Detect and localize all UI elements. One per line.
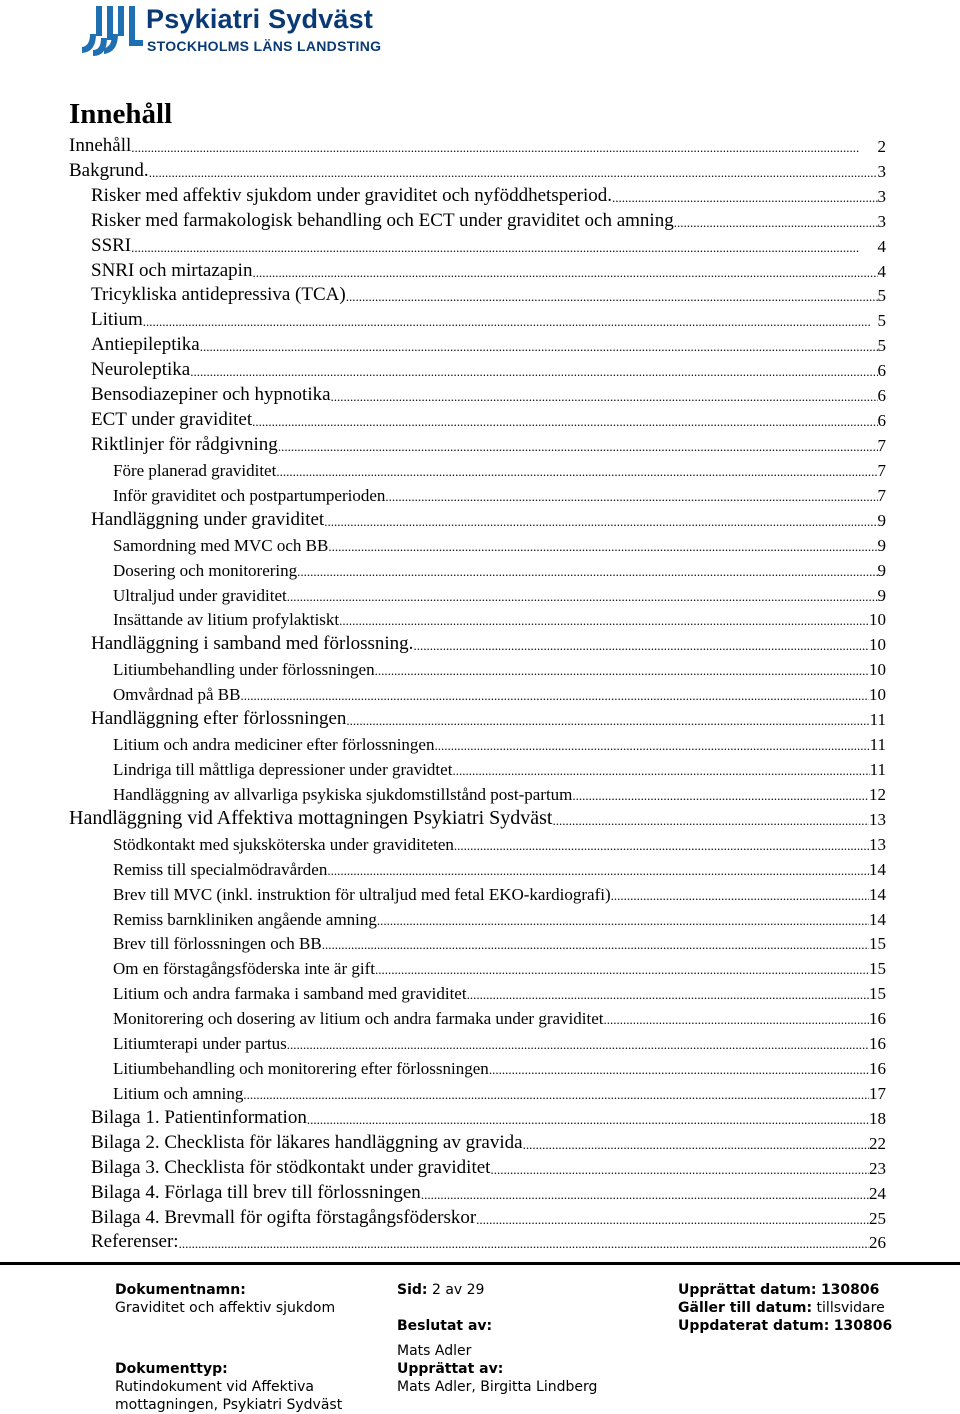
toc-entry-title: Handläggning under graviditet — [91, 508, 325, 530]
toc-dot-leader — [375, 962, 869, 978]
toc-entry-title: Inför graviditet och postpartumperioden — [113, 485, 386, 505]
toc-entry[interactable] — [0, 534, 960, 559]
toc-entry-title: Tricykliska antidepressiva (TCA) — [91, 284, 346, 306]
toc-entry[interactable] — [0, 285, 960, 310]
toc-entry-title: Risker med affektiv sjukdom under graviditet och nyföddhetsperiod. — [91, 184, 612, 206]
toc-entry[interactable] — [0, 957, 960, 982]
toc-entry-title: Handläggning vid Affektiva mottagningen Psykiatri Sydväst — [69, 806, 553, 829]
toc-dot-leader — [149, 165, 878, 181]
toc-entry-page: 12 — [869, 784, 886, 804]
toc-entry-page: 7 — [877, 485, 886, 505]
created-by-label: Upprättat av: — [397, 1361, 504, 1377]
toc-entry-page: 9 — [877, 535, 886, 555]
toc-entry-page: 11 — [869, 710, 886, 730]
toc-entry-title: Litium och amning — [113, 1083, 244, 1103]
toc-entry-page: 13 — [869, 834, 886, 854]
toc-entry-title: Riktlinjer för rådgivning — [91, 433, 278, 455]
toc-entry-title: Litium och andra mediciner efter förlossningen — [113, 735, 435, 755]
toc-entry-page: 15 — [869, 959, 886, 979]
toc-dot-leader — [552, 813, 869, 829]
toc-dot-leader — [322, 937, 869, 953]
toc-entry[interactable] — [0, 260, 960, 285]
toc-entry[interactable] — [0, 1157, 960, 1182]
toc-entry-title: Samordning med MVC och BB — [113, 535, 329, 555]
toc-entry[interactable] — [0, 584, 960, 609]
toc-entry[interactable] — [0, 309, 960, 334]
toc-entry-title: Remiss till specialmödravården — [113, 859, 328, 879]
toc-entry-title: Bilaga 4. Brevmall för ogifta förstagångsföderskor — [91, 1206, 477, 1228]
decided-by-label: Beslutat av: — [397, 1318, 493, 1334]
toc-entry-title: ECT under graviditet — [91, 409, 253, 431]
toc-entry-title: Monitorering och dosering av litium och andra farmaka under graviditet — [113, 1009, 604, 1029]
toc-entry-page: 6 — [877, 361, 886, 381]
doc-name-value: Graviditet och affektiv sjukdom — [115, 1300, 336, 1316]
toc-entry-page: 16 — [869, 1009, 886, 1029]
doc-name-label: Dokumentnamn: — [115, 1282, 246, 1298]
toc-entry-page: 10 — [869, 660, 886, 680]
toc-dot-leader — [276, 464, 877, 480]
doc-type-label: Dokumenttyp: — [115, 1361, 228, 1377]
toc-entry[interactable] — [0, 1007, 960, 1032]
updated-date-value: 130806 — [833, 1318, 893, 1334]
toc-entry-page: 9 — [877, 585, 886, 605]
toc-entry-title: Brev till förlossningen och BB — [113, 934, 322, 954]
valid-until-label: Gäller till datum: — [678, 1300, 813, 1316]
toc-entry[interactable] — [0, 783, 960, 808]
toc-entry-title: Brev till MVC (inkl. instruktion för ultraljud med fetal EKO-kardiografi) — [113, 884, 611, 904]
toc-entry[interactable] — [0, 1207, 960, 1232]
toc-entry-title: Litiumbehandling under förlossningen — [113, 660, 375, 680]
toc-dot-leader — [324, 514, 877, 530]
toc-entry-page: 4 — [877, 261, 886, 281]
toc-entry-title: SSRI — [91, 234, 132, 256]
toc-entry[interactable] — [0, 359, 960, 384]
updated-date-label: Uppdaterat datum: — [678, 1318, 830, 1334]
toc-entry-title: Om en förstagångsföderska inte är gift — [113, 959, 375, 979]
toc-entry-title: Litiumbehandling och monitorering efter förlossningen — [113, 1059, 489, 1079]
org-subtitle: STOCKHOLMS LÄNS LANDSTING — [147, 38, 382, 54]
org-name: Psykiatri Sydväst — [146, 4, 374, 34]
toc-dot-leader — [339, 613, 869, 629]
toc-entry[interactable] — [0, 384, 960, 409]
toc-entry-title: Bilaga 4. Förlaga till brev till förlossningen — [91, 1181, 421, 1203]
toc-entry-title: Handläggning av allvarliga psykiska sjukdomstillstånd post-partum — [113, 784, 573, 804]
toc-entry-page: 3 — [877, 186, 886, 206]
toc-dot-leader — [328, 539, 877, 555]
toc-entry-title: Litium och andra farmaka i samband med graviditet — [113, 984, 467, 1004]
toc-dot-leader — [377, 913, 869, 929]
toc-entry[interactable] — [0, 559, 960, 584]
toc-entry[interactable] — [0, 833, 960, 858]
toc-dot-leader — [523, 1137, 869, 1153]
toc-entry-title: Ultraljud under graviditet — [113, 585, 287, 605]
toc-entry-page: 5 — [877, 311, 886, 331]
toc-heading: Innehåll — [69, 98, 173, 130]
toc-dot-leader — [421, 1187, 869, 1203]
toc-entry[interactable] — [0, 708, 960, 733]
toc-entry[interactable] — [0, 733, 960, 758]
doc-type-value-line1: Rutindokument vid Affektiva — [115, 1379, 314, 1395]
toc-entry-page: 17 — [869, 1083, 886, 1103]
toc-entry-title: Remiss barnkliniken angående amning — [113, 909, 377, 929]
toc-dot-leader — [489, 1062, 869, 1078]
toc-entry-title: Handläggning i samband med förlossning. — [91, 633, 414, 655]
toc-entry-title: Bilaga 1. Patientinformation — [91, 1106, 307, 1128]
toc-entry-title: Antiepileptika — [91, 334, 200, 356]
toc-entry-page: 11 — [869, 735, 886, 755]
toc-dot-leader — [131, 240, 877, 256]
page-value: 2 av 29 — [431, 1282, 485, 1298]
toc-entry-title: Insättande av litium profylaktiskt — [113, 610, 340, 630]
page-label: Sid: — [397, 1282, 428, 1298]
toc-dot-leader — [674, 215, 878, 231]
toc-entry-page: 24 — [869, 1183, 886, 1203]
toc-entry-page: 13 — [869, 809, 886, 829]
toc-entry-title: Dosering och monitorering — [113, 560, 298, 580]
toc-entry[interactable] — [0, 434, 960, 459]
toc-entry-title: Handläggning efter förlossningen — [91, 708, 347, 730]
toc-entry-page: 14 — [869, 909, 886, 929]
toc-dot-leader — [467, 987, 869, 1003]
toc-entry-page: 7 — [877, 435, 886, 455]
toc-dot-leader — [434, 738, 869, 754]
doc-type-value-line2: mottagningen, Psykiatri Sydväst — [115, 1397, 343, 1413]
toc-entry[interactable] — [0, 683, 960, 708]
toc-entry[interactable] — [0, 1132, 960, 1157]
toc-entry[interactable] — [0, 160, 960, 185]
toc-dot-leader — [346, 713, 869, 729]
toc-dot-leader — [476, 1212, 869, 1228]
toc-entry-title: Bilaga 2. Checklista för läkares handläggning av gravida — [91, 1131, 523, 1153]
toc-dot-leader — [572, 788, 869, 804]
table-of-contents — [0, 135, 960, 1256]
decided-by-value: Mats Adler — [397, 1343, 472, 1359]
toc-entry-title: Risker med farmakologisk behandling och ECT under graviditet och amning — [91, 209, 674, 231]
toc-entry-title: Bakgrund. — [69, 159, 149, 181]
toc-dot-leader — [307, 1112, 869, 1128]
toc-dot-leader — [346, 289, 878, 305]
toc-dot-leader — [287, 589, 878, 605]
toc-entry-page: 15 — [869, 984, 886, 1004]
footer-divider — [0, 1262, 960, 1265]
toc-entry-page: 10 — [869, 635, 886, 655]
toc-entry[interactable] — [0, 609, 960, 634]
toc-entry-title: Bilaga 3. Checklista för stödkontakt under graviditet — [91, 1156, 491, 1178]
psykiatri-logo-mark-icon — [80, 6, 146, 56]
toc-dot-leader — [385, 489, 877, 505]
toc-dot-leader — [179, 1236, 869, 1252]
toc-dot-leader — [454, 838, 869, 854]
toc-dot-leader — [375, 663, 869, 679]
toc-dot-leader — [413, 638, 869, 654]
toc-entry[interactable] — [0, 858, 960, 883]
toc-entry-page: 5 — [877, 336, 886, 356]
toc-entry-page: 9 — [877, 510, 886, 530]
created-date-label: Upprättat datum: — [678, 1282, 817, 1298]
toc-entry[interactable] — [0, 185, 960, 210]
toc-dot-leader — [327, 863, 869, 879]
toc-entry[interactable] — [0, 1232, 960, 1257]
toc-entry-title: Neuroleptika — [91, 359, 191, 381]
toc-entry[interactable] — [0, 334, 960, 359]
toc-entry-title: Omvårdnad på BB — [113, 685, 241, 705]
toc-entry[interactable] — [0, 484, 960, 509]
toc-entry-page: 15 — [869, 934, 886, 954]
toc-entry-page: 5 — [877, 286, 886, 306]
toc-entry-page: 6 — [877, 411, 886, 431]
toc-entry-title: Innehåll — [69, 134, 132, 156]
toc-entry[interactable] — [0, 509, 960, 534]
toc-dot-leader — [604, 1012, 870, 1028]
toc-entry[interactable] — [0, 1182, 960, 1207]
toc-entry-page: 25 — [869, 1208, 886, 1228]
toc-dot-leader — [452, 763, 869, 779]
toc-entry-page: 22 — [869, 1133, 886, 1153]
toc-dot-leader — [190, 364, 877, 380]
toc-entry-page: 7 — [877, 460, 886, 480]
toc-dot-leader — [278, 439, 878, 455]
toc-entry-title: Litiumterapi under partus — [113, 1034, 287, 1054]
created-date-value: 130806 — [820, 1282, 880, 1298]
toc-entry[interactable] — [0, 758, 960, 783]
toc-entry-page: 26 — [869, 1233, 886, 1253]
toc-entry[interactable] — [0, 210, 960, 235]
toc-entry[interactable] — [0, 808, 960, 833]
toc-entry-page: 16 — [869, 1034, 886, 1054]
toc-dot-leader — [243, 1087, 869, 1103]
toc-dot-leader — [490, 1162, 869, 1178]
toc-dot-leader — [252, 414, 877, 430]
toc-entry-title: Före planerad graviditet — [113, 460, 277, 480]
toc-entry[interactable] — [0, 135, 960, 160]
toc-entry[interactable] — [0, 1107, 960, 1132]
toc-entry-page: 14 — [869, 859, 886, 879]
toc-entry[interactable] — [0, 908, 960, 933]
toc-entry[interactable] — [0, 235, 960, 260]
toc-dot-leader — [200, 339, 878, 355]
toc-entry[interactable] — [0, 633, 960, 658]
toc-dot-leader — [331, 389, 878, 405]
created-by-value: Mats Adler, Birgitta Lindberg — [397, 1379, 598, 1395]
toc-entry-page: 4 — [877, 236, 886, 256]
toc-entry-page: 3 — [877, 211, 886, 231]
toc-entry-page: 16 — [869, 1059, 886, 1079]
toc-dot-leader — [131, 140, 877, 156]
toc-entry-title: Stödkontakt med sjuksköterska under graviditeten — [113, 834, 454, 854]
toc-entry-page: 11 — [869, 759, 886, 779]
toc-entry-page: 23 — [869, 1158, 886, 1178]
toc-entry-page: 14 — [869, 884, 886, 904]
toc-entry[interactable] — [0, 982, 960, 1007]
toc-entry-page: 2 — [877, 136, 886, 156]
toc-entry[interactable] — [0, 1082, 960, 1107]
toc-dot-leader — [612, 190, 878, 206]
toc-entry-page: 9 — [877, 560, 886, 580]
toc-entry[interactable] — [0, 1057, 960, 1082]
toc-entry-page: 10 — [869, 610, 886, 630]
toc-entry-title: Referenser: — [91, 1231, 179, 1253]
toc-dot-leader — [240, 688, 869, 704]
toc-entry-title: Bensodiazepiner och hypnotika — [91, 384, 331, 406]
toc-entry[interactable] — [0, 933, 960, 958]
toc-entry[interactable] — [0, 883, 960, 908]
toc-entry-title: SNRI och mirtazapin — [91, 259, 253, 281]
toc-entry-title: Litium — [91, 309, 143, 331]
toc-dot-leader — [611, 888, 869, 904]
toc-entry-page: 10 — [869, 685, 886, 705]
toc-entry[interactable] — [0, 1032, 960, 1057]
toc-dot-leader — [252, 265, 877, 281]
toc-entry-page: 18 — [869, 1108, 886, 1128]
toc-dot-leader — [297, 564, 877, 580]
toc-dot-leader — [287, 1037, 869, 1053]
toc-entry[interactable] — [0, 658, 960, 683]
toc-entry[interactable] — [0, 459, 960, 484]
valid-until-value: tillsvidare — [816, 1300, 885, 1316]
toc-dot-leader — [143, 314, 878, 330]
toc-entry-title: Lindriga till måttliga depressioner under gravidtet — [113, 759, 453, 779]
toc-entry-page: 6 — [877, 386, 886, 406]
toc-entry[interactable] — [0, 409, 960, 434]
toc-entry-page: 3 — [877, 161, 886, 181]
